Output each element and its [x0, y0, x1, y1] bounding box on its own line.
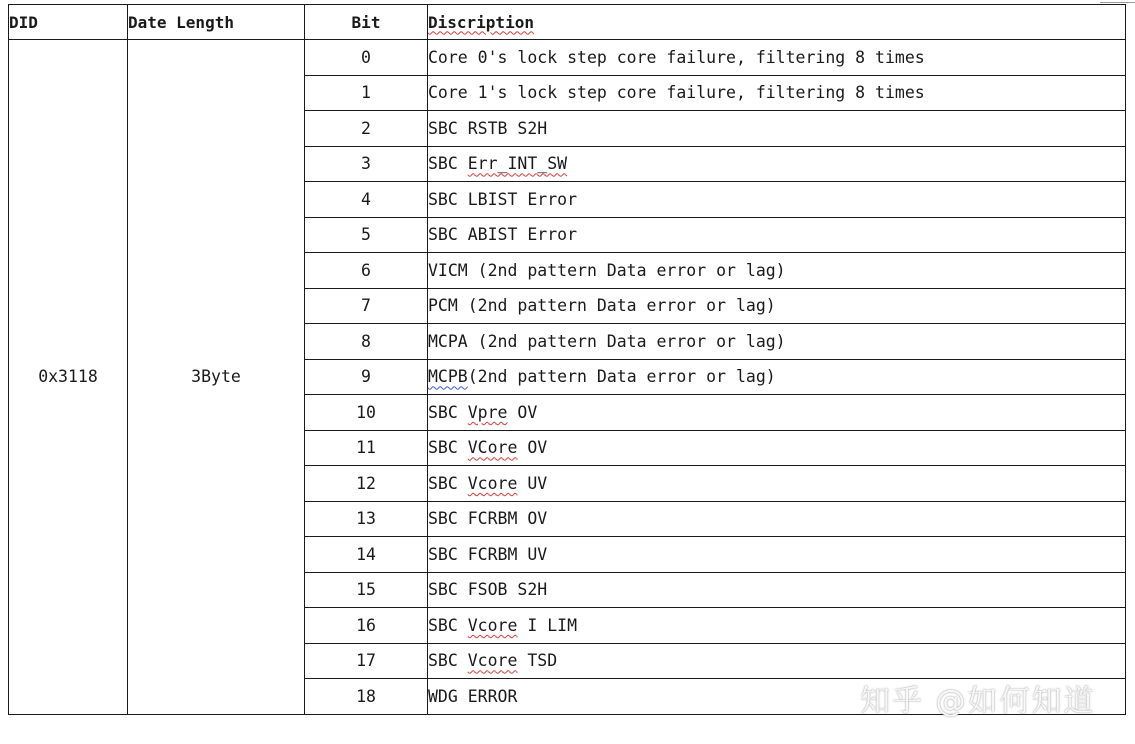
description-cell — [428, 111, 1126, 147]
header-description-text: Discription — [428, 12, 534, 32]
header-row — [9, 5, 1126, 40]
bit-cell: 8 — [305, 324, 428, 360]
description-text: I LIM — [517, 615, 578, 635]
description-text: SBC — [428, 402, 468, 422]
description-cell — [428, 40, 1126, 76]
bit-cell: 18 — [305, 679, 428, 715]
description-cell — [428, 146, 1126, 182]
description-cell — [428, 608, 1126, 644]
description-flagged-term: Vpre — [467, 402, 508, 422]
description-text: SBC — [428, 438, 468, 458]
description-text: SBC — [428, 651, 468, 671]
description-flagged-term: Vcore — [467, 651, 518, 671]
description-text: OV — [507, 402, 538, 422]
description-text: SBC — [428, 615, 468, 635]
header-bit: Bit — [305, 5, 428, 40]
description-text: UV — [517, 473, 548, 493]
table-row — [9, 40, 1126, 76]
bit-cell: 6 — [305, 253, 428, 289]
bit-cell: 15 — [305, 572, 428, 608]
bit-cell: 1 — [305, 75, 428, 111]
description-flagged-term: VCore — [467, 438, 518, 458]
description-text: (2nd pattern Data error or lag) — [467, 367, 776, 387]
bit-cell: 4 — [305, 182, 428, 218]
bit-cell: 2 — [305, 111, 428, 147]
description-text: Core 0's lock step core failure, filtering 8 times — [428, 47, 925, 67]
top-edge-line — [1100, 2, 1135, 3]
description-text: SBC LBIST Error — [428, 189, 578, 209]
table-body — [9, 40, 1126, 715]
bit-cell: 16 — [305, 608, 428, 644]
description-cell — [428, 679, 1126, 715]
description-cell — [428, 572, 1126, 608]
description-cell — [428, 217, 1126, 253]
description-text: PCM (2nd pattern Data error or lag) — [428, 296, 776, 316]
description-flagged-term: Vcore — [467, 615, 518, 635]
description-text: SBC FSOB S2H — [428, 580, 548, 600]
bit-cell: 3 — [305, 146, 428, 182]
description-cell — [428, 288, 1126, 324]
bit-cell: 13 — [305, 501, 428, 537]
description-cell — [428, 253, 1126, 289]
bit-cell: 14 — [305, 537, 428, 573]
description-text: VICM (2nd pattern Data error or lag) — [428, 260, 786, 280]
description-cell — [428, 643, 1126, 679]
description-text: MCPA (2nd pattern Data error or lag) — [428, 331, 786, 351]
description-flagged-term: Err_INT_SW — [467, 154, 568, 174]
description-text: SBC FCRBM OV — [428, 509, 548, 529]
description-cell — [428, 537, 1126, 573]
description-text: SBC FCRBM UV — [428, 544, 548, 564]
description-flagged-term: Vcore — [467, 473, 518, 493]
header-did: DID — [9, 5, 128, 40]
bit-cell: 5 — [305, 217, 428, 253]
description-cell — [428, 395, 1126, 431]
bit-cell: 7 — [305, 288, 428, 324]
zhihu-watermark: 知乎 @如何知道 — [860, 684, 1096, 719]
did-spec-table — [8, 4, 1126, 715]
header-description — [428, 5, 1126, 40]
description-cell — [428, 359, 1126, 395]
description-flagged-term: MCPB — [428, 367, 468, 387]
description-cell — [428, 466, 1126, 502]
date-length-value: 3Byte — [128, 40, 305, 715]
bit-cell: 12 — [305, 466, 428, 502]
description-cell — [428, 75, 1126, 111]
description-text: SBC ABIST Error — [428, 225, 578, 245]
description-text: Core 1's lock step core failure, filtering 8 times — [428, 83, 925, 103]
description-cell — [428, 430, 1126, 466]
did-value: 0x3118 — [9, 40, 128, 715]
header-date-length: Date Length — [128, 5, 305, 40]
description-cell — [428, 182, 1126, 218]
description-cell — [428, 501, 1126, 537]
bit-cell: 17 — [305, 643, 428, 679]
description-text: TSD — [517, 651, 558, 671]
description-text: SBC — [428, 154, 468, 174]
bit-cell: 10 — [305, 395, 428, 431]
bit-cell: 11 — [305, 430, 428, 466]
description-cell — [428, 324, 1126, 360]
description-text: SBC RSTB S2H — [428, 118, 548, 138]
description-text: SBC — [428, 473, 468, 493]
description-text: WDG ERROR — [428, 686, 518, 706]
bit-cell: 0 — [305, 40, 428, 76]
bit-cell: 9 — [305, 359, 428, 395]
description-text: OV — [517, 438, 548, 458]
